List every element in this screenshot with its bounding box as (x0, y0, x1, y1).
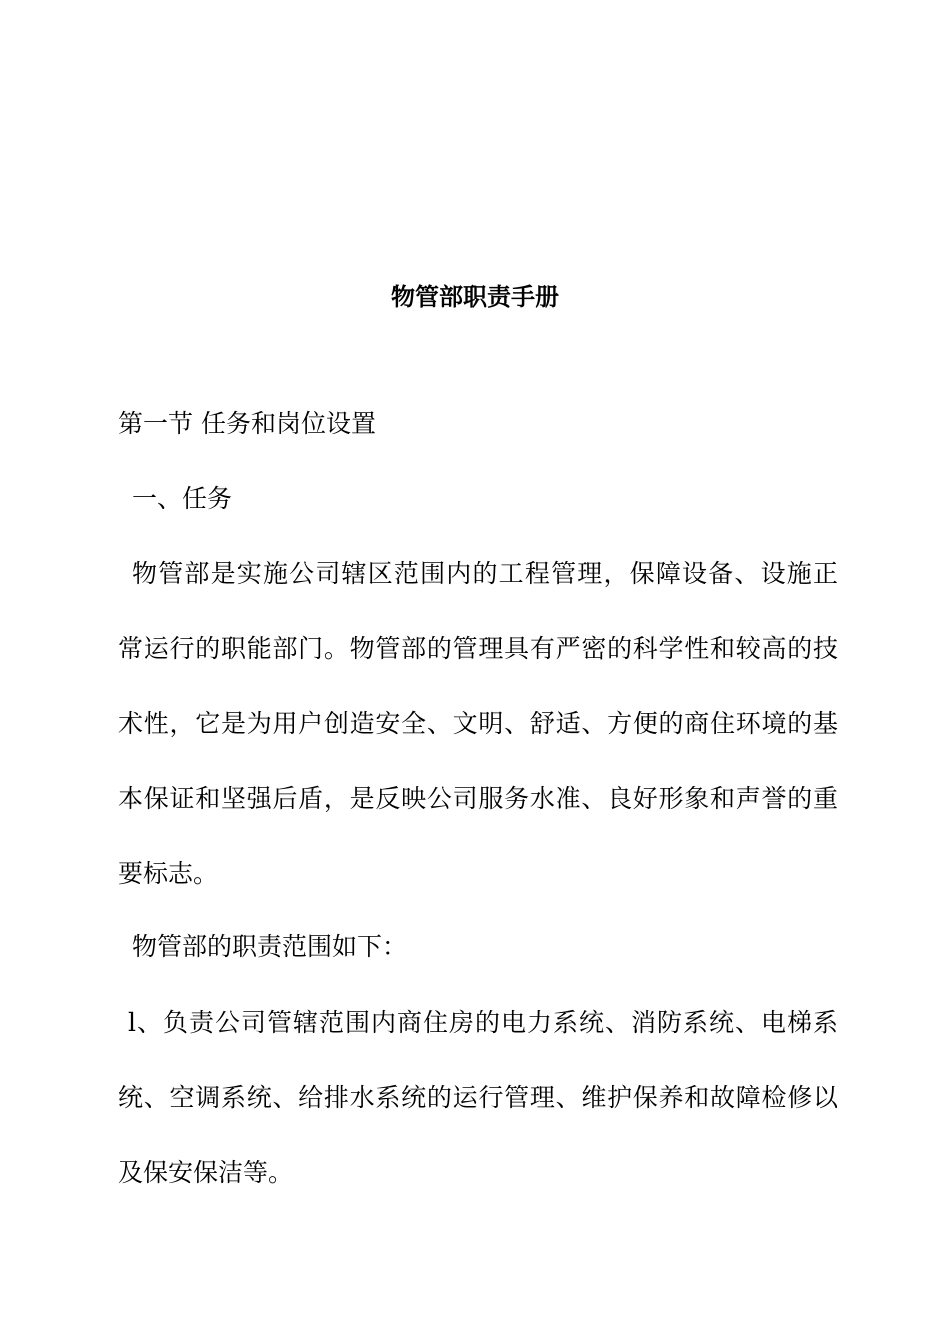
paragraph1-line-1: 物管部是实施公司辖区范围内的工程管理，保障设备、设施正 (132, 559, 838, 588)
scope-intro: 物管部的职责范围如下： (132, 932, 408, 961)
paragraph1-line-5: 要标志。 (118, 859, 219, 888)
item1-line-3: 及保安保洁等。 (118, 1158, 294, 1187)
paragraph1-line-2: 常运行的职能部门。物管部的管理具有严密的科学性和较高的技 (118, 634, 838, 663)
paragraph1-line-4: 本保证和坚强后盾，是反映公司服务水准、良好形象和声誉的重 (118, 784, 838, 813)
item1-line-1: l、负责公司管辖范围内商住房的电力系统、消防系统、电梯系 (128, 1008, 838, 1037)
subheading: 一、任务 (132, 484, 233, 513)
document-title: 物管部职责手册 (391, 282, 559, 311)
section-heading: 第一节 任务和岗位设置 (118, 409, 376, 438)
item1-line-2: 统、空调系统、给排水系统的运行管理、维护保养和故障检修以 (118, 1083, 838, 1112)
paragraph1-line-3: 术性，它是为用户创造安全、文明、舒适、方便的商住环境的基 (118, 709, 838, 738)
